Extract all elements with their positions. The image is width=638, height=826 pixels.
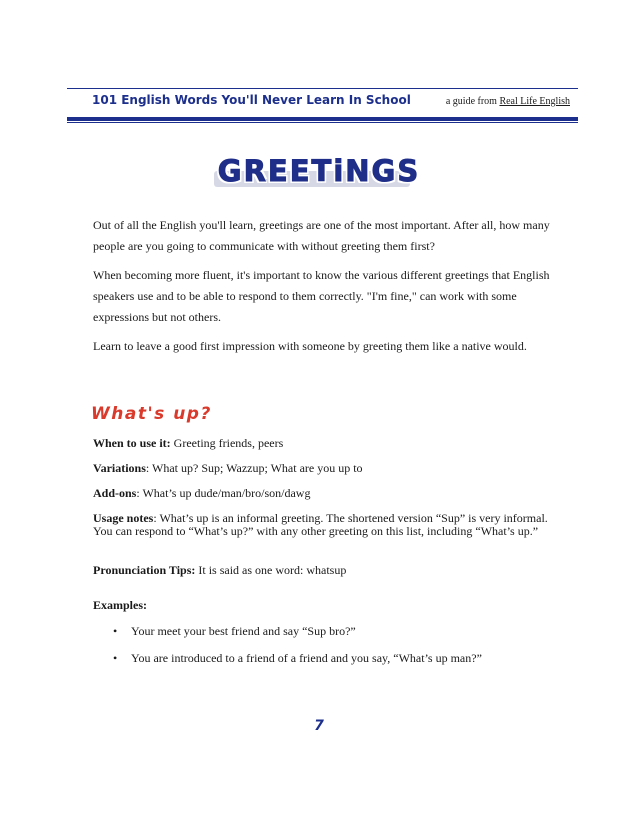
variations <box>93 462 553 475</box>
bullet-icon: • <box>113 651 118 665</box>
header-rule-thin <box>67 122 578 123</box>
intro-paragraph-2: When becoming more fluent, it's important to know the various different greetings that English speakers use and to be able to respond to them correctly. "I'm fine," can work with some expressions but not others. <box>93 268 550 324</box>
entry-title: What's up? <box>91 404 212 424</box>
intro-paragraph-3: Learn to leave a good first impression with someone by greeting them like a native would. <box>93 339 527 353</box>
when-to-use <box>93 437 553 450</box>
when-label: When to use it: <box>93 436 171 450</box>
usage-notes <box>93 512 553 538</box>
page-title: GREETiNGS <box>217 154 421 188</box>
pron-value: It is said as one word: whatsup <box>198 563 347 577</box>
guide-credit <box>446 96 570 107</box>
when-value: Greeting friends, peers <box>173 436 284 450</box>
intro-paragraph-1: Out of all the English you'll learn, greetings are one of the most important. After all, how many people are you going to communicate with without greeting them first? <box>93 218 550 253</box>
examples-label: Examples: <box>93 598 147 612</box>
pronunciation-tips <box>93 564 553 577</box>
usage-value: : What’s up is an informal greeting. The shortened version “Sup” is very informal. You can respond to “What’s up?” with any other greeting on this list, including “What’s up.” <box>93 511 548 538</box>
examples-heading <box>93 599 553 612</box>
bullet-icon: • <box>113 624 118 638</box>
header-rule-thick <box>67 117 578 121</box>
guide-prefix: a guide from <box>445 96 497 107</box>
example-text-2: You are introduced to a friend of a friend and you say, “What’s up man?” <box>131 651 482 665</box>
example-text-1: Your meet your best friend and say “Sup bro?” <box>131 624 356 638</box>
add-ons <box>93 487 553 500</box>
variations-value: : What up? Sup; Wazzup; What are you up to <box>145 461 363 475</box>
page-number: 7 <box>314 718 324 734</box>
addons-label: Add-ons <box>93 486 137 500</box>
list-item <box>113 625 356 638</box>
pron-label: Pronunciation Tips: <box>93 563 196 577</box>
book-title: 101 English Words You'll Never Learn In School <box>92 93 411 107</box>
variations-label: Variations <box>93 461 146 475</box>
header-rule-top <box>67 88 578 89</box>
usage-label: Usage notes <box>93 511 154 525</box>
list-item <box>113 652 482 665</box>
addons-value: : What’s up dude/man/bro/son/dawg <box>136 486 311 500</box>
real-life-english-link[interactable]: Real Life English <box>499 96 570 107</box>
